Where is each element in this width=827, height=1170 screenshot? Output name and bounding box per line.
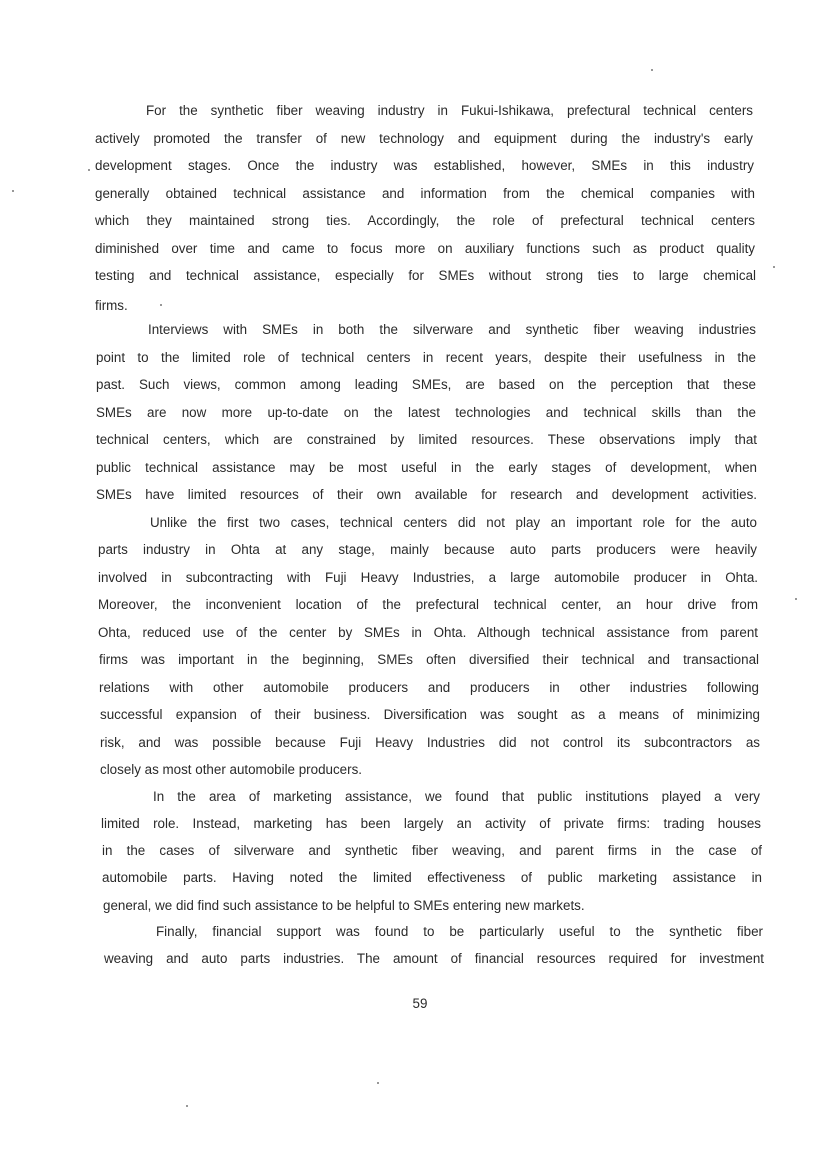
paragraph-line: In the area of marketing assistance, we found that public institutions played a very (153, 789, 760, 804)
scan-speck (160, 304, 162, 306)
scan-speck (12, 190, 14, 192)
paragraph-line: Interviews with SMEs in both the silverware and synthetic fiber weaving industries (148, 322, 756, 337)
paragraph-line: involved in subcontracting with Fuji Heavy Industries, a large automobile producer in Ohta. (98, 570, 758, 585)
paragraph-line: successful expansion of their business. Diversification was sought as a means of minimizing (100, 707, 760, 722)
paragraph-line: diminished over time and came to focus more on auxiliary functions such as product quality (95, 241, 755, 256)
paragraph-line: generally obtained technical assistance and information from the chemical companies with (95, 186, 755, 201)
paragraph-line: closely as most other automobile producers. (100, 762, 362, 777)
scan-speck (773, 266, 775, 268)
paragraph-line: weaving and auto parts industries. The amount of financial resources required for investment (104, 951, 764, 966)
paragraph-line: past. Such views, common among leading SMEs, are based on the perception that these (96, 377, 756, 392)
paragraph-line: Moreover, the inconvenient location of the prefectural technical center, an hour drive from (98, 597, 758, 612)
paragraph-line: parts industry in Ohta at any stage, mainly because auto parts producers were heavily (98, 542, 757, 557)
paragraph-line: testing and technical assistance, especially for SMEs without strong ties to large chemical (95, 268, 756, 283)
paragraph-line: relations with other automobile producers and producers in other industries following (99, 680, 759, 695)
page-number: 59 (412, 996, 428, 1011)
paragraph-line: general, we did find such assistance to be helpful to SMEs entering new markets. (103, 898, 585, 913)
paragraph-line: risk, and was possible because Fuji Heavy Industries did not control its subcontractors as (100, 735, 760, 750)
scan-speck (377, 1082, 379, 1084)
paragraph-line: SMEs are now more up-to-date on the latest technologies and technical skills than the (96, 405, 756, 420)
paragraph-line: which they maintained strong ties. Accordingly, the role of prefectural technical centers (95, 213, 755, 228)
paragraph-line: technical centers, which are constrained by limited resources. These observations imply that (96, 432, 757, 447)
paragraph-line: For the synthetic fiber weaving industry in Fukui-Ishikawa, prefectural technical centers (146, 103, 753, 118)
paragraph-line: Unlike the first two cases, technical centers did not play an important role for the auto (150, 515, 757, 530)
paragraph-line: automobile parts. Having noted the limited effectiveness of public marketing assistance in (102, 870, 762, 885)
paragraph-line: point to the limited role of technical centers in recent years, despite their usefulness in the (96, 350, 756, 365)
scan-speck (651, 69, 653, 71)
paragraph-line: firms was important in the beginning, SMEs often diversified their technical and transactional (99, 652, 759, 667)
paragraph-line: firms. (95, 298, 128, 313)
paragraph-line: Ohta, reduced use of the center by SMEs in Ohta. Although technical assistance from parent (98, 625, 758, 640)
paragraph-line: limited role. Instead, marketing has been largely an activity of private firms: trading houses (101, 816, 761, 831)
scan-speck (88, 169, 90, 171)
scan-speck (795, 598, 797, 600)
paragraph-line: Finally, financial support was found to be particularly useful to the synthetic fiber (156, 924, 763, 939)
paragraph-line: public technical assistance may be most useful in the early stages of development, when (96, 460, 757, 475)
paragraph-line: actively promoted the transfer of new technology and equipment during the industry's early (95, 131, 753, 146)
paragraph-line: SMEs have limited resources of their own available for research and development activities. (96, 487, 757, 502)
paragraph-line: development stages. Once the industry was established, however, SMEs in this industry (95, 158, 754, 173)
paragraph-line: in the cases of silverware and synthetic fiber weaving, and parent firms in the case of (102, 843, 762, 858)
scan-speck (186, 1105, 188, 1107)
